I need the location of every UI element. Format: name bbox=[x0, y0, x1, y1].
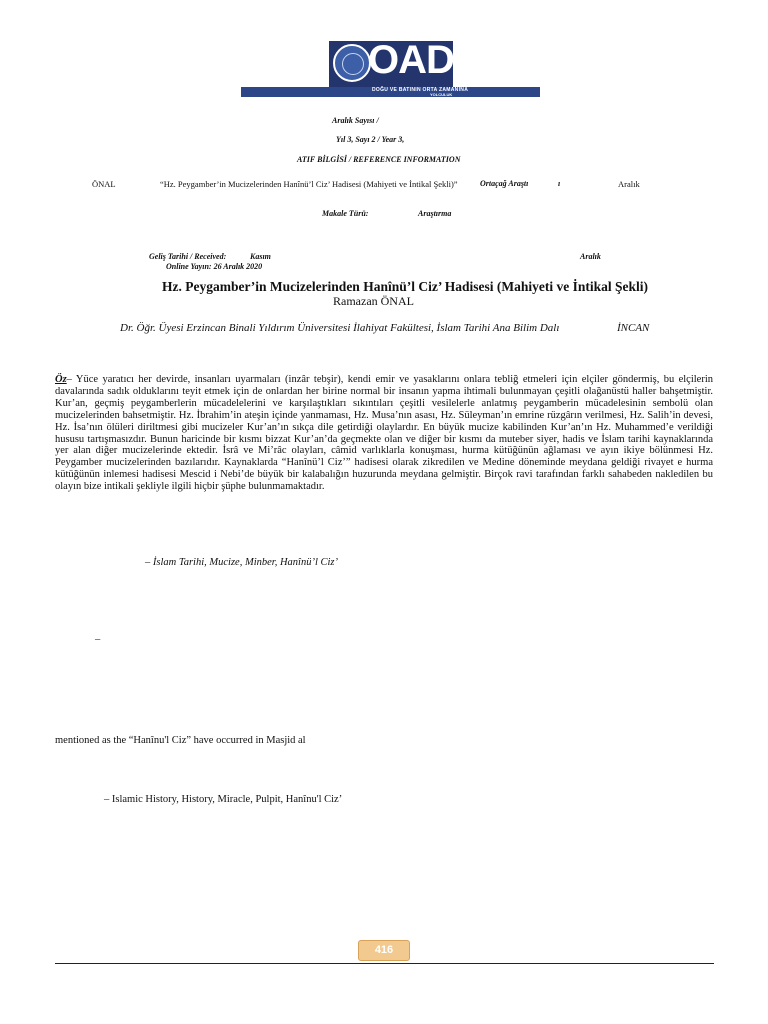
english-abstract-fragment: mentioned as the “Hanînu'l Ciz” have occurred in Masjid al bbox=[55, 735, 306, 746]
online-date: Online Yayın: 26 Aralık 2020 bbox=[166, 262, 263, 271]
affiliation-tail: İNCAN bbox=[617, 322, 650, 334]
logo-subtitle: DOĞU VE BATININ ORTA ZAMANINA bbox=[372, 87, 469, 93]
article-title: Hz. Peygamber’in Mucizelerinden Hanînü’l Ciz’ Hadisesi (Mahiyeti ve İntikal Şekli) bbox=[162, 279, 648, 294]
article-type-value: Araştırma bbox=[418, 209, 452, 218]
page-number: 416 bbox=[358, 940, 410, 961]
abstract bbox=[55, 374, 713, 493]
footer-divider bbox=[55, 963, 714, 964]
issue-label: Aralık Sayısı / bbox=[332, 116, 379, 125]
received-label: Geliş Tarihi / Received: bbox=[149, 252, 227, 261]
logo-text: OAD bbox=[368, 38, 454, 82]
english-abstract-dash: – bbox=[95, 634, 101, 645]
article-type-label: Makale Türü: bbox=[322, 209, 369, 218]
article-author: Ramazan ÖNAL bbox=[333, 294, 414, 308]
accepted-month: Aralık bbox=[580, 252, 601, 261]
abstract-label: Öz bbox=[55, 374, 67, 385]
abstract-text: – Yüce yaratıcı her devirde, insanları uyarmaları (inzâr tebşir), kendi emir ve yasaklarını onlara tebliğ etmeleri için elçiler göndermiş, bu elçilerin davalarında sadık olduklarını teyit etmek için de onlardan her birine normal bir insanın yapma ihtimali bulunmayan çeşitli olağanüstü haller bahşetmiştir. Kur’an, geçmiş peygamberlerin mücadelelerini ve karşılaştıkları sıkıntıları çeşitli vesilelerle anlatmış peygamberin mücadelesinin sembolü olan mucizelerinden bahsetmiştir. Hz. İbrahim’in ateşin içinde yanmaması, Hz. Musa’nın asası, Hz. Süleyman’ın emrine rüzgârın verilmesi, Hz. Salih’in devesi, Hz. İsa’nın ölüleri diriltmesi gibi mucizeler Kur’an’ın sıkça dile getirdiği olaylardır. En büyük mucize kabilinden Kur’an’ın Hz. Muhammed’e verildiği hususu tartışmasızdır. Bunun haricinde bir kısmı bizzat Kur’an’da geçmekte olan ve diğer bir kısmı da muteber siyer, hadis ve İslam tarihi kaynaklarında yer alan diğer mucizelerinde ektedir. İsrâ ve Mi’râc olayları, câmid varlıklarla konuşması, hurma kütüğünün ağlaması ve ayın ikiye bölünmesi Hz. Peygamber mucizelerinden bazılarıdır. Kaynaklarda “Hanînü’l Ciz’” hadisesi olarak zikredilen ve Medine döneminde meydana geldiği rivayet e hurma kütüğünün inlemesi hadisesi Mescid i Nebi’de büyük bir kalabalığın huzurunda meydana gelmiştir. Birçok ravi tarafından farklı sahabeden nakledilen bu olayın bize intikali şekliyle ilgili hiçbir şüphe bulunmamaktadır. bbox=[55, 374, 713, 493]
volume-label: Yıl 3, Sayı 2 / Year 3, bbox=[336, 135, 405, 144]
logo-subtitle-2: YOLCULUK bbox=[430, 92, 453, 97]
citation-fragment: ı bbox=[558, 179, 561, 188]
citation-journal: Ortaçağ Araştı bbox=[480, 179, 529, 188]
reference-heading: ATIF BİLGİSİ / REFERENCE INFORMATION bbox=[297, 155, 461, 164]
citation-author: ÖNAL bbox=[92, 179, 116, 189]
citation-month: Aralık bbox=[618, 179, 640, 189]
keywords: – İslam Tarihi, Mucize, Minber, Hanînü’l Ciz’ bbox=[145, 557, 338, 568]
seal-icon bbox=[333, 44, 371, 82]
received-month: Kasım bbox=[250, 252, 271, 261]
citation-title: “Hz. Peygamber’in Mucizelerinden Hanînü’l Ciz’ Hadisesi (Mahiyeti ve İntikal Şekli)” bbox=[160, 179, 458, 189]
english-keywords: – Islamic History, History, Miracle, Pulpit, Hanînu'l Ciz’ bbox=[104, 794, 343, 805]
author-affiliation: Dr. Öğr. Üyesi Erzincan Binali Yıldırım Üniversitesi İlahiyat Fakültesi, İslam Tarihi Ana Bilim Dalı bbox=[120, 322, 560, 334]
